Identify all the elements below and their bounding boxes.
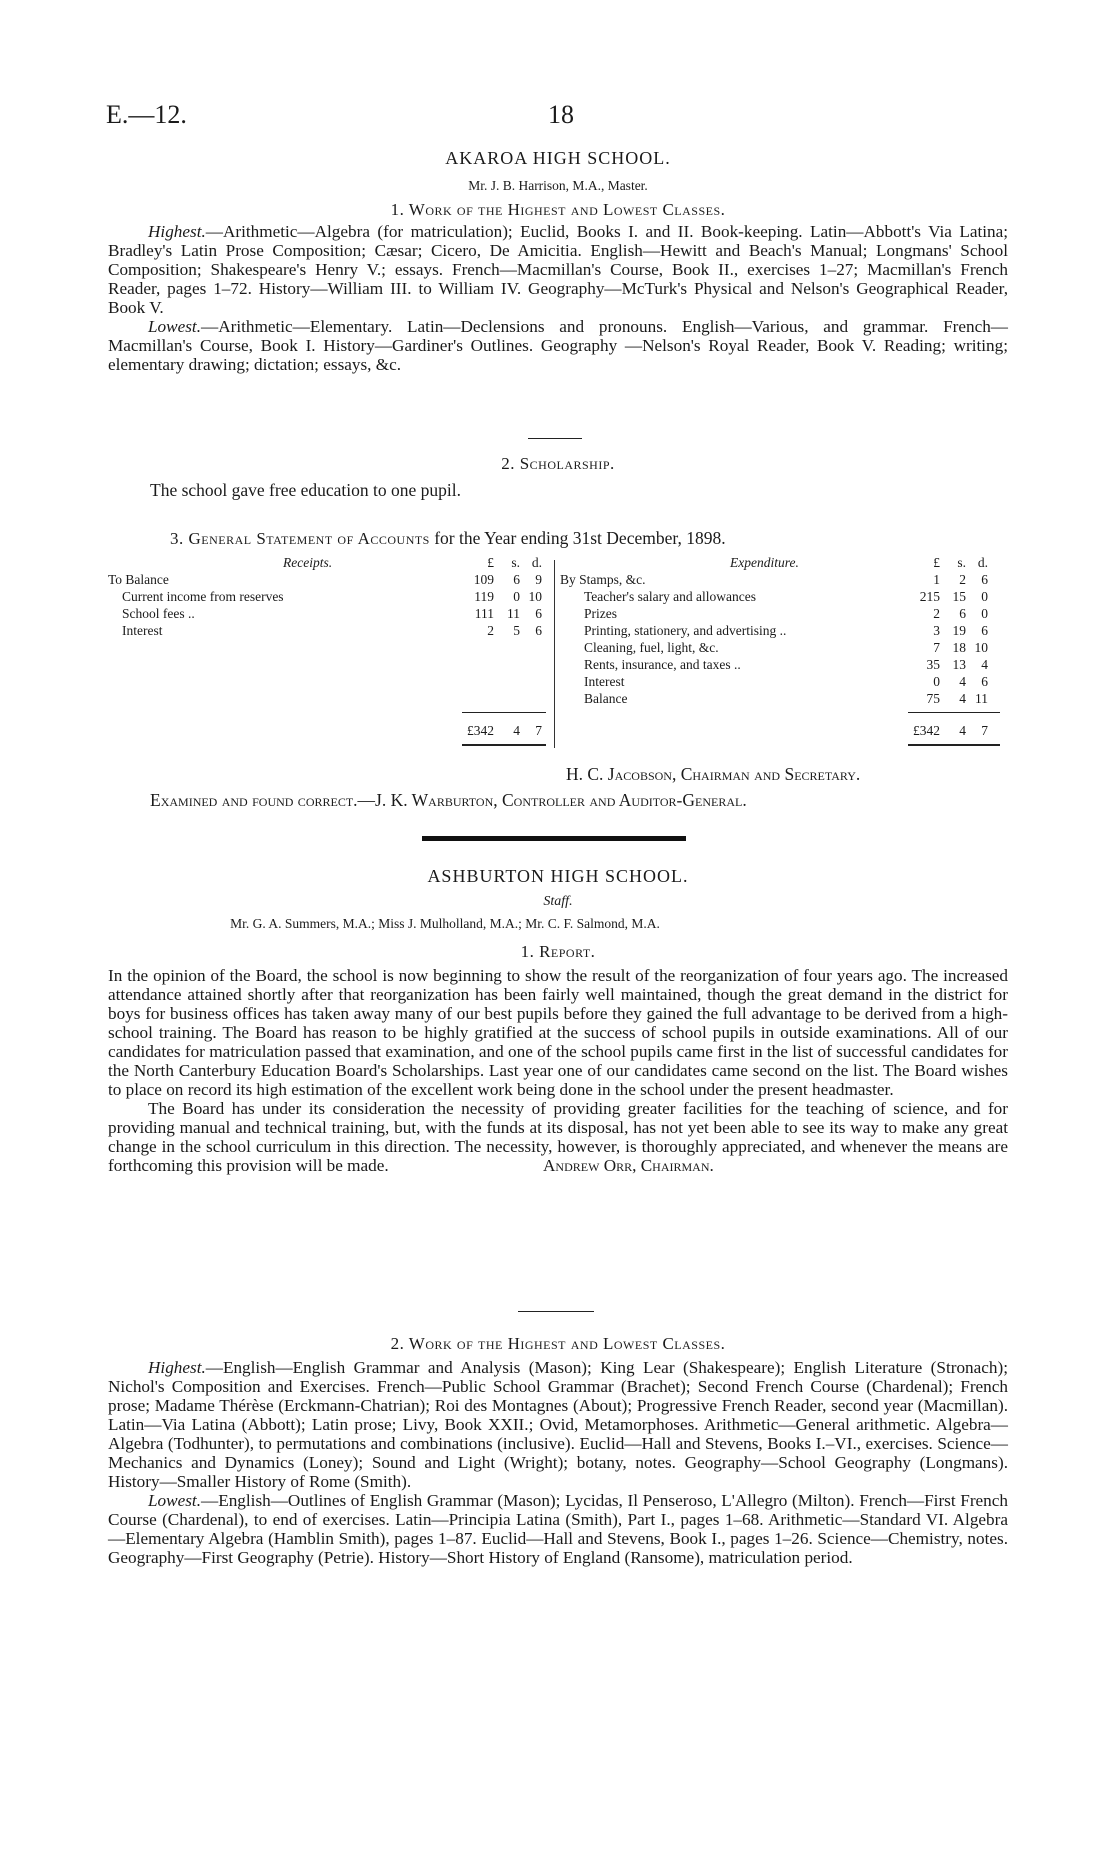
akaroa-work-heading: 1. Work of the Highest and Lowest Classes.: [390, 200, 726, 219]
expenditure-item-label: Prizes: [584, 606, 617, 621]
akaroa-lowest-text: —Arithmetic—Elementary. Latin—Declensions and pronouns. English—Various, and grammar. French—Macmillan's Course, Book I. History—Gardiner's Outlines. Geography —Nelson's Royal Reader, Book V. Reading; writing; elementary drawing; dictation; essays, &c.: [108, 317, 1008, 374]
expenditure-amount-s: 13: [952, 657, 966, 672]
expenditure-item-label: Teacher's salary and allowances: [584, 589, 757, 604]
receipts-row: [108, 622, 558, 639]
staff-label: Staff.: [543, 894, 573, 909]
expenditure-item-label: Rents, insurance, and taxes ..: [584, 657, 741, 672]
receipts-total-s: 4: [513, 723, 520, 738]
akaroa-lowest-label: Lowest.: [148, 317, 202, 336]
receipts-amount-l: 111: [474, 606, 494, 621]
expenditure-row: [560, 588, 1010, 605]
expenditure-amount-d: 0: [981, 606, 988, 621]
expenditure-item-label: Balance: [584, 691, 628, 706]
lsd-pence: d.: [531, 555, 542, 570]
expenditure-item-label: Cleaning, fuel, light, &c.: [584, 640, 719, 655]
receipts-total-d: 7: [535, 723, 542, 738]
expenditure-total-d: 7: [981, 723, 988, 738]
expenditure-amount-d: 6: [981, 623, 988, 638]
expenditure-row: [560, 656, 1010, 673]
scholarship-text: The school gave free education to one pupil.: [150, 480, 462, 500]
ashburton-staff-label: [108, 894, 1008, 910]
receipts-total-row: [108, 722, 558, 739]
receipts-amount-d: 9: [535, 572, 542, 587]
expenditure-amount-d: 0: [981, 589, 988, 604]
receipts-amount-s: 11: [507, 606, 520, 621]
expenditure-amount-l: 3: [933, 623, 940, 638]
ashburton-lowest-label: Lowest.: [148, 1491, 202, 1510]
expenditure-amount-s: 19: [952, 623, 966, 638]
expenditure-item-label: By Stamps, &c.: [560, 572, 646, 587]
receipts-amount-s: 0: [513, 589, 520, 604]
expenditure-item-label: Interest: [584, 674, 625, 689]
receipts-total-rule: [462, 744, 546, 746]
ashburton-report-heading: 1. Report.: [520, 942, 596, 961]
receipts-table: [108, 554, 558, 639]
receipts-total-l: £342: [467, 723, 494, 738]
ashburton-work-heading: 2. Work of the Highest and Lowest Classes.: [390, 1334, 726, 1353]
report-signature: Andrew Orr, Chairman.: [543, 1156, 714, 1175]
expenditure-row: [560, 639, 1010, 656]
receipts-row: [108, 571, 558, 588]
expenditure-sum-rule: [908, 712, 1000, 713]
lsd-shilling: s.: [957, 555, 966, 570]
expenditure-amount-d: 10: [974, 640, 988, 655]
expenditure-row: [560, 622, 1010, 639]
accounts-heading-b: for the Year ending 31st December, 1898.: [434, 528, 726, 548]
expenditure-total-row: [560, 722, 1010, 739]
receipts-row: [108, 605, 558, 622]
akaroa-highest-text: —Arithmetic—Algebra (for matriculation); Euclid, Books I. and II. Book-keeping. Latin—Abbott's Via Latina; Bradley's Latin Prose Composition; Cæsar; Cicero, De Amicitia. English—Hewitt and Beach's Manual; Longmans' School Composition; Shakespeare's Henry V.; essays. French—Macmillan's Course, Book II., exercises 1–27; Macmillan's French Reader, pages 1–72. History—William III. to William IV. Geography—McTurk's Physical and Nelson's Geographical Reader, Book V.: [108, 222, 1008, 317]
expenditure-total-l: £342: [913, 723, 940, 738]
akaroa-highest-section: [108, 222, 1008, 374]
receipts-amount-l: 119: [474, 589, 494, 604]
ashburton-report: [108, 966, 1008, 1175]
expenditure-amount-s: 2: [959, 572, 966, 587]
report-paragraph-1: In the opinion of the Board, the school is now beginning to show the result of the reorganization of four years ago. The increased attendance attained shortly after that reorganization has been fairly well maintained, though the great demand in the district for boys for business offices has taken away many of our best pupils before they gained the full advantage to be derived from a high-school training. The Board has reason to be highly gratified at the success of school pupils in outside examinations. All of our candidates for matriculation passed that examination, and one of the school pupils came first in the list of successful candidates for the North Canterbury Education Board's Scholarships. Last year one of our candidates came second on the list. The Board wishes to place on record its high estimation of the excellent work being done in the school under the present headmaster.: [108, 966, 1008, 1099]
expenditure-amount-d: 4: [981, 657, 988, 672]
expenditure-row: [560, 605, 1010, 622]
receipts-item-label: Current income from reserves: [122, 589, 284, 604]
receipts-row: [108, 588, 558, 605]
akaroa-highest-paragraph: [108, 222, 1008, 317]
expenditure-label: Expenditure.: [730, 555, 799, 570]
scholarship-heading: 2. Scholarship.: [501, 454, 615, 473]
lsd-shilling: s.: [511, 555, 520, 570]
ashburton-lowest-paragraph: [108, 1491, 1008, 1567]
ashburton-highest-label: Highest.: [148, 1358, 206, 1377]
akaroa-examined: Examined and found correct.—J. K. Warburton, Controller and Auditor-General.: [150, 790, 747, 810]
expenditure-total-rule: [908, 744, 1000, 746]
receipts-amount-d: 6: [535, 606, 542, 621]
receipts-amount-s: 6: [513, 572, 520, 587]
expenditure-amount-l: 75: [926, 691, 940, 706]
expenditure-amount-s: 15: [952, 589, 966, 604]
expenditure-amount-s: 4: [959, 691, 966, 706]
akaroa-lowest-paragraph: [108, 317, 1008, 374]
ashburton-staff: Mr. G. A. Summers, M.A.; Miss J. Mulholland, M.A.; Mr. C. F. Salmond, M.A.: [230, 916, 660, 931]
expenditure-amount-l: 1: [933, 572, 940, 587]
receipts-sum-rule: [462, 712, 546, 713]
expenditure-amount-s: 18: [952, 640, 966, 655]
lsd-pence: d.: [977, 555, 988, 570]
expenditure-amount-l: 35: [926, 657, 940, 672]
expenditure-amount-l: 2: [933, 606, 940, 621]
page-reference: E.—12.: [106, 100, 187, 129]
accounts-divider: [554, 560, 555, 748]
ashburton-title: ASHBURTON HIGH SCHOOL.: [427, 866, 689, 886]
expenditure-amount-l: 7: [933, 640, 940, 655]
accounts-heading-a: 3. General Statement of Accounts: [170, 529, 430, 548]
receipts-amount-d: 6: [535, 623, 542, 638]
expenditure-row: [560, 673, 1010, 690]
akaroa-highest-label: Highest.: [148, 222, 206, 241]
akaroa-master: Mr. J. B. Harrison, M.A., Master.: [468, 178, 648, 193]
akaroa-chairman: H. C. Jacobson, Chairman and Secretary.: [566, 764, 861, 784]
expenditure-amount-l: 0: [933, 674, 940, 689]
expenditure-amount-d: 6: [981, 572, 988, 587]
receipt-rows: [108, 571, 558, 639]
expenditure-amount-d: 11: [975, 691, 988, 706]
lsd-pound: £: [933, 555, 940, 570]
receipts-item-label: To Balance: [108, 572, 169, 587]
receipts-item-label: Interest: [122, 623, 163, 638]
ashburton-highest-text: —English—English Grammar and Analysis (Mason); King Lear (Shakespeare); English Literature (Stronach); Nichol's Composition and Exercises. French—Public School Grammar (Brachet); Second French Course (Chardenal); French prose; Madame Thérèse (Erckmann-Chatrian); Roi des Montagnes (About); Progressive French Reader, second year (Macmillan). Latin—Via Latina (Abbott); Latin prose; Livy, Book XXII.; Ovid, Metamorphoses. Arithmetic—General arithmetic. Algebra—Algebra (Todhunter), to permutations and combinations (inclusive). Euclid—Hall and Stevens, Books I.–VI., exercises. Science—Mechanics and Dynamics (Loney); Sound and Light (Wright); botany, notes. Geography—School Geography (Longmans). History—Smaller History of Rome (Smith).: [108, 1358, 1008, 1491]
expenditure-amount-l: 215: [919, 589, 940, 604]
accounts-heading: [170, 528, 1020, 549]
expenditure-rows: [560, 571, 1010, 707]
divider: [518, 1311, 594, 1312]
page-number: 18: [548, 100, 574, 129]
report-paragraph-2-text: The Board has under its consideration the necessity of providing greater facilities for the teaching of science, and for providing manual and technical training, but, with the funds at its disposal, has not yet been able to see its way to make any great change in the school curriculum in this direction. The necessity, however, is thoroughly appreciated, and whenever the means are forthcoming this provision will be made.: [108, 1099, 1008, 1175]
ashburton-work-section: [108, 1358, 1008, 1567]
expenditure-item-label: Printing, stationery, and advertising ..: [584, 623, 787, 638]
ashburton-lowest-text: —English—Outlines of English Grammar (Mason); Lycidas, Il Penseroso, L'Allegro (Milton). French—First French Course (Chardenal), to end of exercises. Latin—Principia Latina (Smith), Part I., pages 1–68. Arithmetic—Standard VI. Algebra—Elementary Algebra (Hamblin Smith), pages 1–87. Euclid—Hall and Stevens, Book I., pages 1–26. Science—Chemistry, notes. Geography—First Geography (Petrie). History—Short History of England (Ransome), matriculation period.: [108, 1491, 1008, 1567]
section-separator: [422, 836, 686, 841]
lsd-pound: £: [487, 555, 494, 570]
expenditure-amount-s: 6: [959, 606, 966, 621]
ashburton-highest-paragraph: [108, 1358, 1008, 1491]
divider: [528, 438, 582, 439]
expenditure-row: [560, 571, 1010, 588]
expenditure-amount-s: 4: [959, 674, 966, 689]
expenditure-total-s: 4: [959, 723, 966, 738]
akaroa-title: AKAROA HIGH SCHOOL.: [445, 148, 671, 168]
report-paragraph-2: [108, 1099, 1008, 1175]
expenditure-table: [560, 554, 1010, 707]
receipts-item-label: School fees ..: [122, 606, 195, 621]
receipts-amount-d: 10: [528, 589, 542, 604]
receipts-amount-l: 2: [487, 623, 494, 638]
receipts-amount-l: 109: [473, 572, 494, 587]
receipts-label: Receipts.: [283, 555, 333, 570]
receipts-amount-s: 5: [513, 623, 520, 638]
expenditure-row: [560, 690, 1010, 707]
expenditure-amount-d: 6: [981, 674, 988, 689]
